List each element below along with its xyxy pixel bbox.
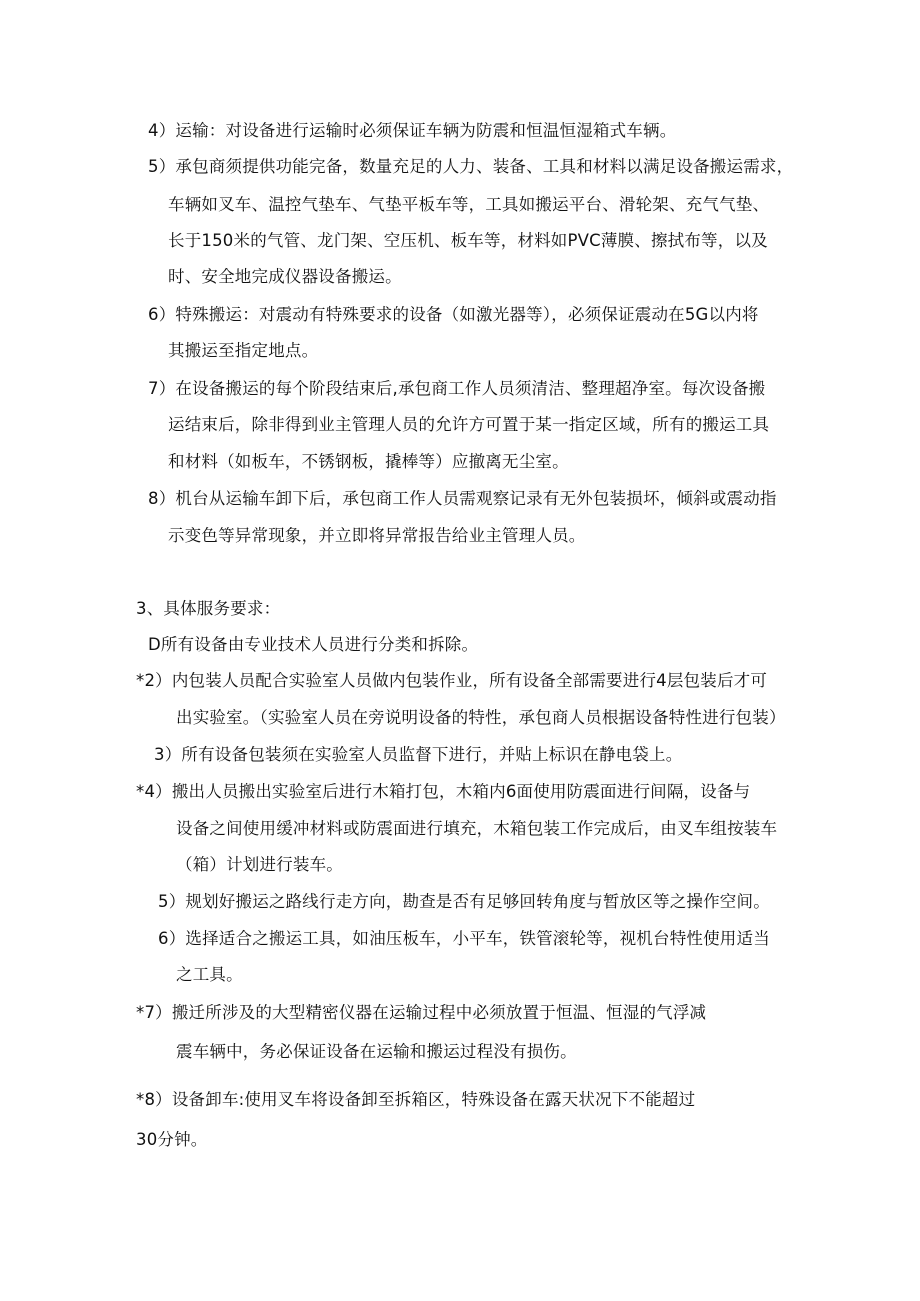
req-7-line-2: 震车辆中，务必保证设备在运输和搬运过程没有损伤。 [176, 1042, 577, 1061]
item-7-line-1: 7）在设备搬运的每个阶段结束后,承包商工作人员须清洁、整理超净室。每次设备搬 [148, 379, 766, 398]
item-5-line-3: 长于150米的气管、龙门架、空压机、板车等，材料如PVC薄膜、擦拭布等，以及 [168, 231, 768, 250]
req-2-line-2: 出实验室。（实验室人员在旁说明设备的特性，承包商人员根据设备特性进行包装） [176, 708, 786, 727]
req-3: 3）所有设备包装须在实验室人员监督下进行，并贴上标识在静电袋上。 [154, 745, 683, 764]
item-5-line-2: 车辆如叉车、温控气垫车、气垫平板车等，工具如搬运平台、滑轮架、充气气垫、 [168, 195, 770, 214]
req-1: D所有设备由专业技术人员进行分类和拆除。 [148, 635, 479, 654]
req-4-line-1: *4）搬出人员搬出实验室后进行木箱打包，木箱内6面使用防震面进行间隔，设备与 [136, 782, 751, 801]
req-5: 5）规划好搬运之路线行走方向，勘查是否有足够回转角度与暂放区等之操作空间。 [158, 892, 770, 911]
item-6-line-2: 其搬运至指定地点。 [168, 341, 319, 360]
req-7-line-1: *7）搬迁所涉及的大型精密仪器在运输过程中必须放置于恒温、恒湿的气浮减 [136, 1003, 707, 1022]
item-4-transport: 4）运输：对设备进行运输时必须保证车辆为防震和恒温恒湿箱式车辆。 [148, 121, 677, 140]
section-3-heading: 3、具体服务要求： [136, 599, 281, 618]
item-8-line-2: 示变色等异常现象，并立即将异常报告给业主管理人员。 [168, 526, 586, 545]
item-5-line-4: 时、安全地完成仪器设备搬运。 [168, 267, 402, 286]
req-6-line-2: 之工具。 [176, 965, 243, 984]
req-4-line-3: （箱）计划进行装车。 [176, 855, 343, 874]
req-8-line-1: *8）设备卸车:使用叉车将设备卸至拆箱区，特殊设备在露天状况下不能超过 [136, 1090, 696, 1109]
req-6-line-1: 6）选择适合之搬运工具，如油压板车，小平车，铁管滚轮等，视机台特性使用适当 [158, 929, 770, 948]
item-8-line-1: 8）机台从运输车卸下后，承包商工作人员需观察记录有无外包装损坏，倾斜或震动指 [148, 489, 777, 508]
item-7-line-3: 和材料（如板车，不锈钢板，撬棒等）应撤离无尘室。 [168, 452, 569, 471]
item-6-line-1: 6）特殊搬运：对震动有特殊要求的设备（如激光器等），必须保证震动在5G以内将 [148, 305, 759, 324]
req-4-line-2: 设备之间使用缓冲材料或防震面进行填充，木箱包装工作完成后，由叉车组按装车 [176, 819, 778, 838]
req-8-line-2: 30分钟。 [136, 1130, 208, 1149]
item-5-line-1: 5）承包商须提供功能完备，数量充足的人力、装备、工具和材料以满足设备搬运需求， [148, 157, 794, 176]
req-2-line-1: *2）内包装人员配合实验室人员做内包装作业，所有设备全部需要进行4层包装后才可 [136, 671, 768, 690]
item-7-line-2: 运结束后，除非得到业主管理人员的允许方可置于某一指定区域，所有的搬运工具 [168, 415, 770, 434]
